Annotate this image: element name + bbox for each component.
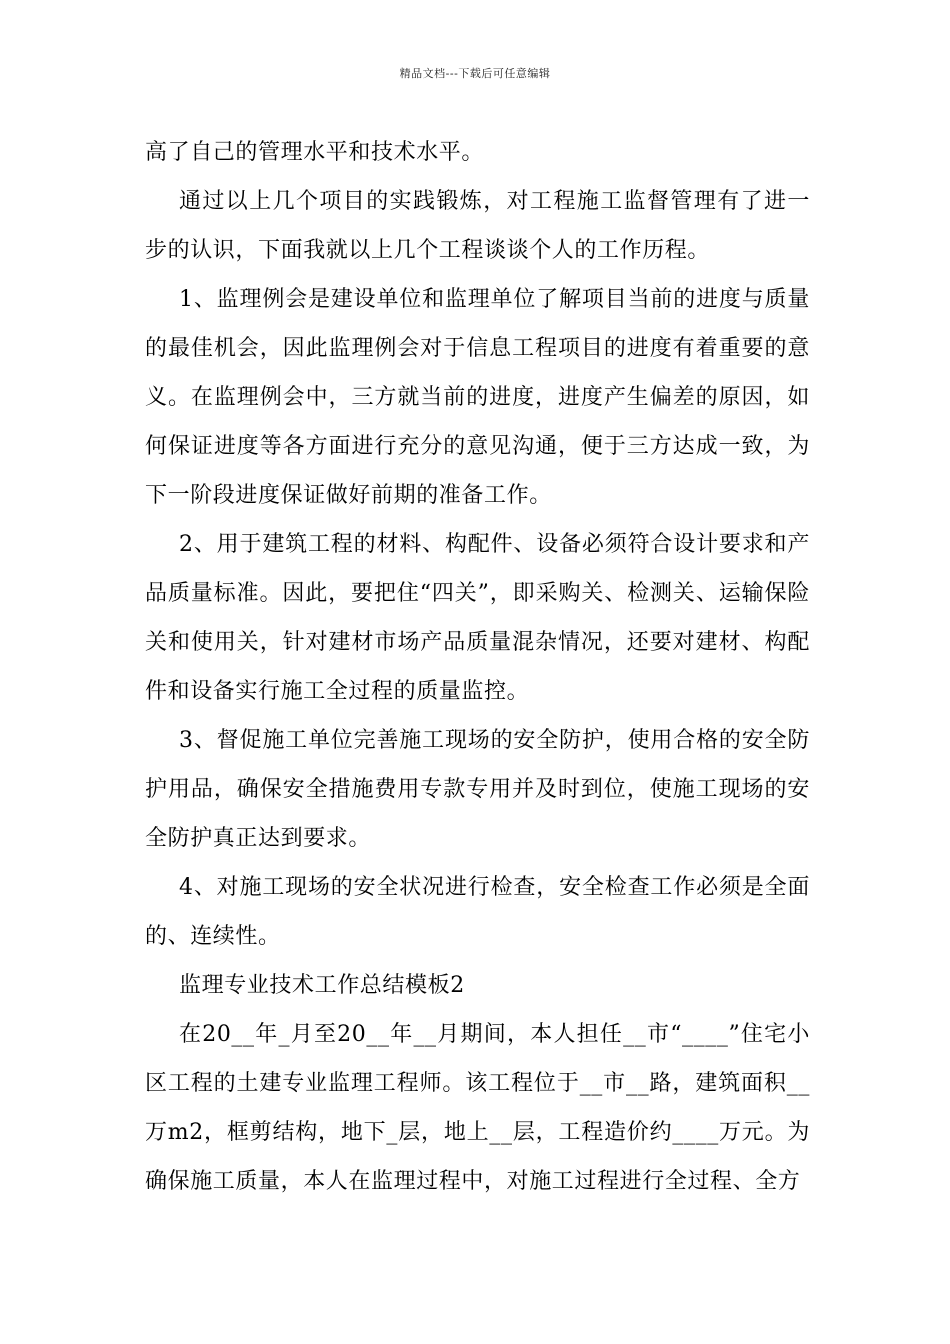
paragraph: 高了自己的管理水平和技术水平。 (145, 140, 485, 165)
paragraph: 4、对施工现场的安全状况进行检查，安全检查工作必须是全面的、连续性。 (145, 875, 810, 949)
paragraph: 3、督促施工单位完善施工现场的安全防护，使用合格的安全防护用品，确保安全措施费用专款专用并及时到位，使施工现场的安全防护真正达到要求。 (145, 728, 810, 851)
paragraph: 在20__年_月至20__年__月期间，本人担任__市“____”住宅小区工程的土建专业监理工程师。该工程位于__市__路，建筑面积__万m2，框剪结构，地下_层，地上__层，工程造价约____万元。为确保施工质量，本人在监理过程中，对施工过程进行全过程、全方 (145, 1022, 810, 1194)
paragraph: 通过以上几个项目的实践锻炼，对工程施工监督管理有了进一步的认识，下面我就以上几个工程谈谈个人的工作历程。 (145, 189, 810, 263)
section-title: 监理专业技术工作总结模板2 (179, 973, 465, 998)
document-body (145, 128, 810, 1206)
page-header: 精品文档---下载后可任意编辑 (399, 67, 551, 80)
paragraph: 2、用于建筑工程的材料、构配件、设备必须符合设计要求和产品质量标准。因此，要把住“四关”，即采购关、检测关、运输保险关和使用关，针对建材市场产品质量混杂情况，还要对建材、构配件和设备实行施工全过程的质量监控。 (145, 532, 810, 704)
paragraph: 1、监理例会是建设单位和监理单位了解项目当前的进度与质量的最佳机会，因此监理例会对于信息工程项目的进度有着重要的意义。在监理例会中，三方就当前的进度，进度产生偏差的原因，如何保证进度等各方面进行充分的意见沟通，便于三方达成一致，为下一阶段进度保证做好前期的准备工作。 (145, 287, 810, 508)
